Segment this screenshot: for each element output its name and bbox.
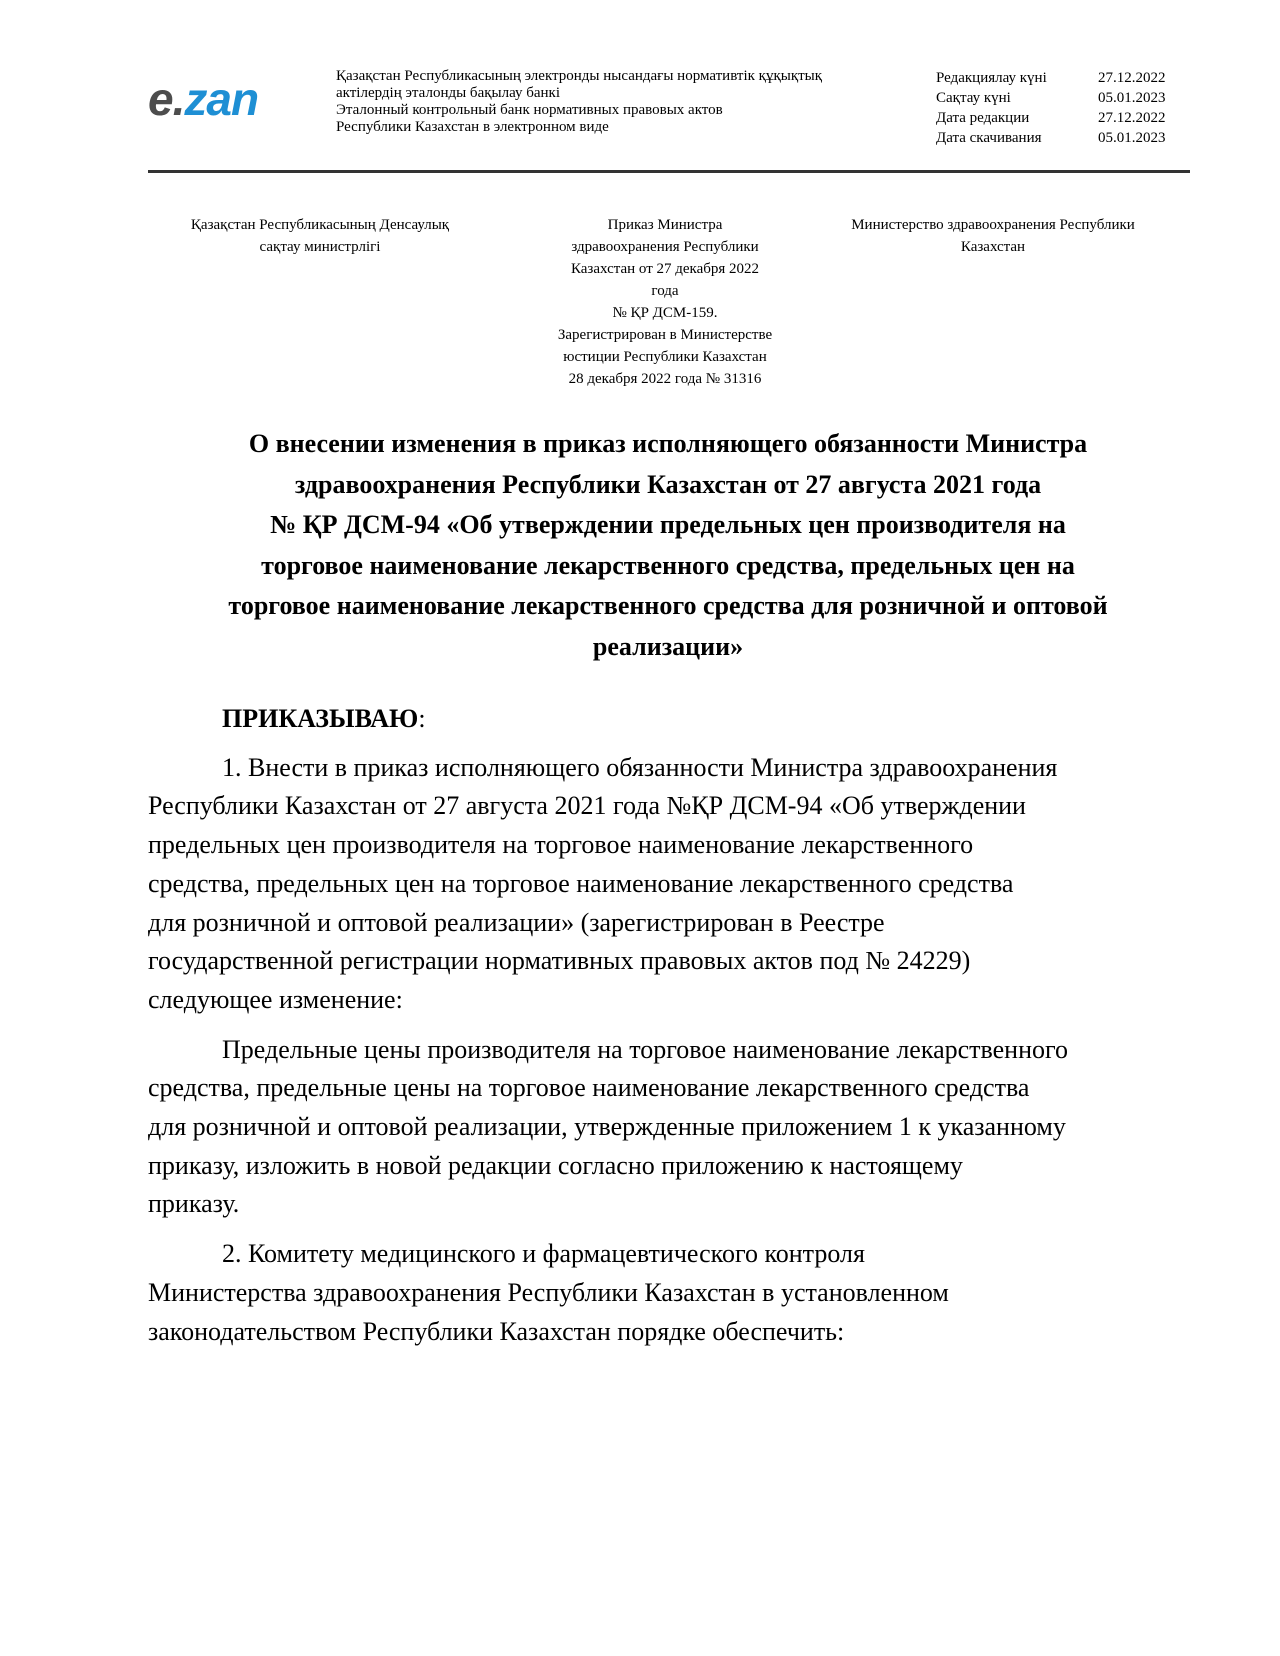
date-label: Дата редакции [936, 110, 1030, 126]
date-value: 05.01.2023 [1098, 130, 1166, 146]
order-ref-line: 28 декабря 2022 года № 31316 [568, 371, 762, 387]
title-line: № ҚР ДСМ-94 «Об утверждении предельных цен производителя на [270, 510, 1066, 539]
paragraph-2 [148, 1031, 1188, 1225]
document-body [148, 700, 1188, 1362]
paragraph-line: Республики Казахстан от 27 августа 2021 года №ҚР ДСМ-94 «Об утверждении [148, 791, 1026, 821]
authority-line: сақтау министрлігі [259, 239, 381, 255]
date-row-edit-ru [936, 108, 1188, 128]
paragraph-line: средства, предельные цены на торговое наименование лекарственного средства [148, 1073, 1030, 1103]
date-value: 27.12.2022 [1098, 70, 1166, 86]
title-line: торговое наименование лекарственного средства, предельных цен на [261, 550, 1075, 580]
date-row-save-kz [936, 88, 1188, 108]
date-label: Сақтау күні [936, 90, 1011, 106]
paragraph-line: 1. Внести в приказ исполняющего обязанности Министра здравоохранения [222, 752, 1058, 782]
paragraph-3 [148, 1235, 1188, 1351]
order-ref-line: Казахстан от 27 декабря 2022 [570, 261, 760, 277]
authority-line: Қазақстан Республикасының Денсаулық [190, 217, 450, 233]
authority-line: Министерство здравоохранения Республики [851, 217, 1135, 233]
logo-prefix: e. [148, 73, 185, 125]
order-ref-line: юстиции Республики Казахстан [563, 349, 767, 365]
date-value: 27.12.2022 [1098, 110, 1166, 126]
paragraph-line: средства, предельных цен на торговое наименование лекарственного средства [148, 868, 1014, 898]
authority-line: Казахстан [960, 239, 1026, 255]
title-line: О внесении изменения в приказ исполняющего обязанности Министра [248, 429, 1088, 458]
title-line: здравоохранения Республики Казахстан от 27 августа 2021 года [294, 469, 1042, 499]
paragraph-line: следующее изменение: [148, 984, 403, 1014]
bank-description [336, 68, 896, 136]
title-line: реализации» [592, 631, 744, 661]
authority-russian [828, 214, 1158, 258]
paragraph-line: приказу, изложить в новой редакции согласно приложению к настоящему [148, 1150, 963, 1180]
order-colon: : [418, 704, 426, 733]
document-title [148, 424, 1188, 667]
bank-line: Эталонный контрольный банк нормативных правовых актов [336, 102, 723, 118]
paragraph-line: предельных цен производителя на торговое наименование лекарственного [148, 830, 974, 860]
order-ref-line: года [651, 283, 679, 299]
bank-line: Қазақстан Республикасының электронды нысандағы нормативтік құқықтық [336, 68, 823, 84]
order-heading [148, 700, 1188, 739]
document-header [148, 62, 1188, 162]
date-label: Редакциялау күні [936, 70, 1047, 86]
paragraph-line: 2. Комитету медицинского и фармацевтического контроля [222, 1239, 865, 1269]
title-line: торговое наименование лекарственного средства для розничной и оптовой [228, 591, 1108, 620]
paragraph-1 [148, 749, 1188, 1020]
dates-table [936, 68, 1188, 148]
order-word: ПРИКАЗЫВАЮ [222, 704, 419, 733]
paragraph-line: законодательством Республики Казахстан порядке обеспечить: [148, 1316, 845, 1346]
paragraph-line: Предельные цены производителя на торговое наименование лекарственного [222, 1034, 1069, 1064]
order-ref-line: Приказ Министра [607, 217, 723, 233]
order-ref-line: здравоохранения Республики [571, 239, 759, 255]
paragraph-line: приказу. [148, 1189, 240, 1219]
order-reference [540, 214, 790, 390]
order-ref-line: Зарегистрирован в Министерстве [557, 327, 773, 343]
paragraph-line: Министерства здравоохранения Республики Казахстан в установленном [148, 1277, 949, 1307]
paragraph-line: для розничной и оптовой реализации» (зарегистрирован в Реестре [148, 907, 885, 937]
paragraph-line: для розничной и оптовой реализации, утвержденные приложением 1 к указанному [148, 1112, 1066, 1142]
bank-line: актілердің эталонды бақылау банкі [336, 85, 560, 101]
authority-kazakh [160, 214, 480, 258]
bank-line: Республики Казахстан в электронном виде [336, 119, 609, 135]
date-row-edit-kz [936, 68, 1188, 88]
date-row-download-ru [936, 128, 1188, 148]
logo-suffix: zan [184, 73, 259, 125]
paragraph-line: государственной регистрации нормативных правовых актов под № 24229) [148, 946, 971, 976]
date-value: 05.01.2023 [1098, 90, 1166, 106]
date-label: Дата скачивания [936, 130, 1042, 146]
ezan-logo [148, 73, 259, 125]
order-ref-line: № ҚР ДСМ-159. [612, 305, 718, 321]
header-divider [148, 170, 1190, 173]
